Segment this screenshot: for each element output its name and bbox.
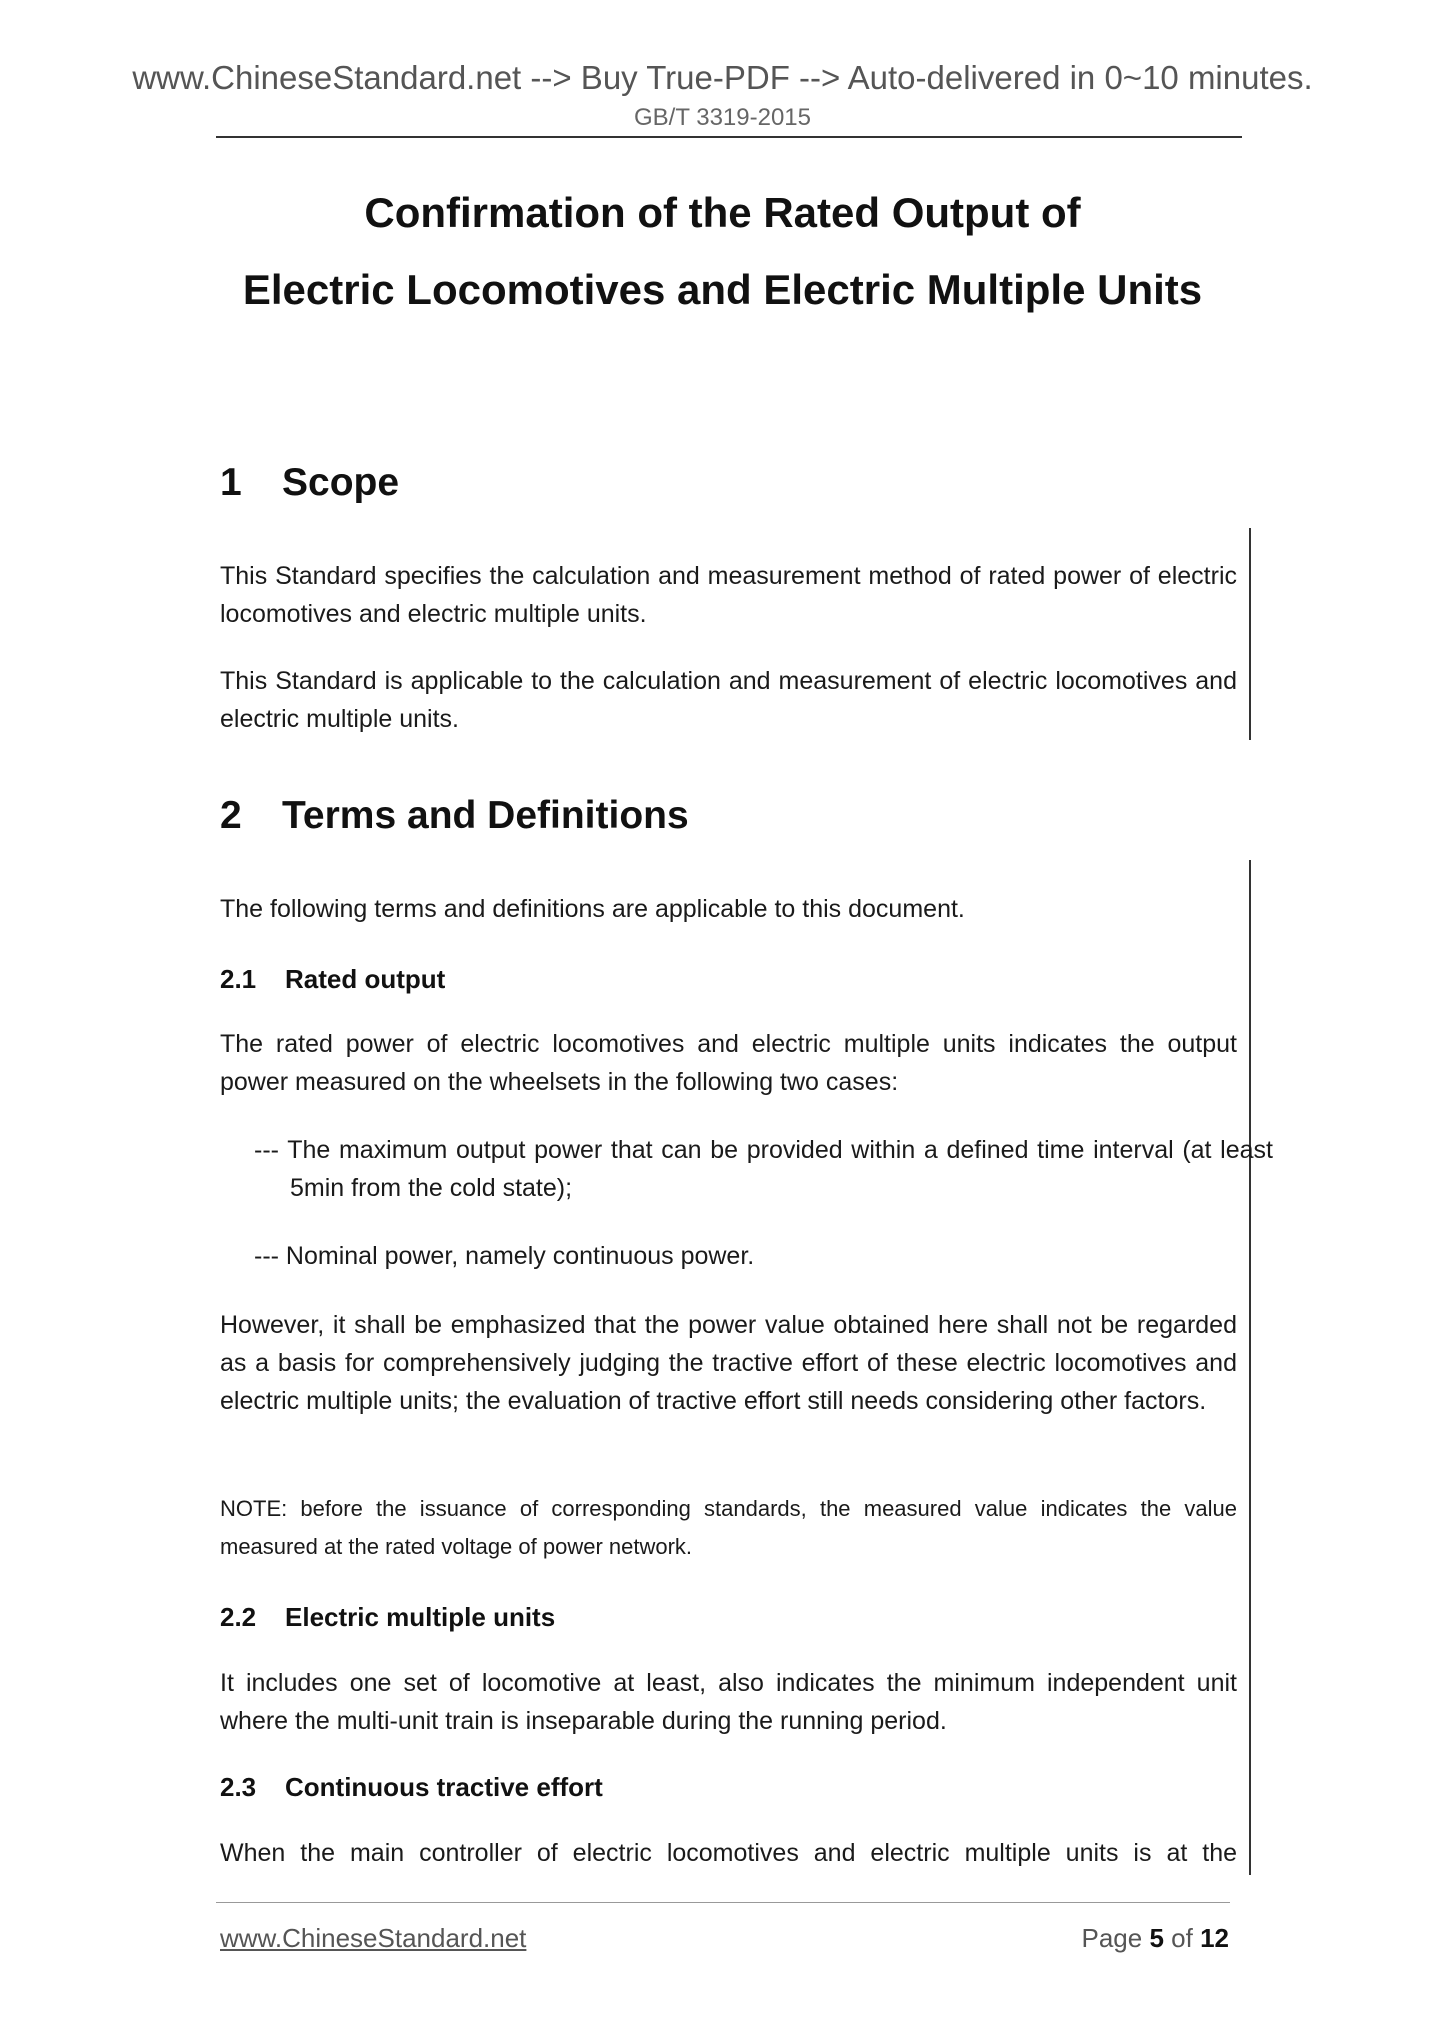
section-number: 1 xyxy=(220,461,242,504)
section-number: 2 xyxy=(220,794,242,837)
rated-output-note: NOTE: before the issuance of corresponding standards, the measured value indicates the value measured at the rated voltage of power network. xyxy=(220,1496,1237,1559)
page-current: 5 xyxy=(1149,1923,1164,1953)
section-heading-scope xyxy=(220,460,399,506)
footer-divider xyxy=(216,1902,1230,1903)
rated-output-list-item-2: --- Nominal power, namely continuous power. xyxy=(254,1242,755,1270)
document-title-line-1: Confirmation of the Rated Output of xyxy=(364,189,1081,236)
subsection-heading-rated-output xyxy=(220,963,445,995)
subsection-heading-emu xyxy=(220,1601,555,1633)
rated-output-list-item-1: --- The maximum output power that can be provided within a defined time interval (at least 5min from the cold state); xyxy=(254,1136,1273,1202)
section-title: Terms and Definitions xyxy=(282,794,689,837)
subsection-number: 2.3 xyxy=(220,1772,257,1802)
subsection-number: 2.2 xyxy=(220,1602,257,1632)
cte-paragraph: When the main controller of electric locomotives and electric multiple units is at the xyxy=(220,1839,1237,1867)
page-of: of xyxy=(1171,1923,1193,1953)
rated-output-paragraph-1: The rated power of electric locomotives and electric multiple units indicates the output power measured on the wheelsets in the following two cases: xyxy=(220,1030,1237,1096)
footer-site-link[interactable]: www.ChineseStandard.net xyxy=(220,1923,527,1953)
rated-output-paragraph-2: However, it shall be emphasized that the power value obtained here shall not be regarded as a basis for comprehensively judging the tractive effort of these electric locomotives and electric multiple units; the evaluation of tractive effort still needs considering other factors. xyxy=(220,1311,1237,1415)
change-bar xyxy=(1249,528,1251,740)
section-heading-terms xyxy=(220,793,689,839)
header-divider xyxy=(216,136,1242,138)
page-prefix: Page xyxy=(1081,1923,1143,1953)
scope-paragraph-1: This Standard specifies the calculation and measurement method of rated power of electric locomotives and electric multiple units. xyxy=(220,562,1237,628)
subsection-number: 2.1 xyxy=(220,964,257,994)
subsection-title: Continuous tractive effort xyxy=(285,1772,603,1802)
section-title: Scope xyxy=(282,461,400,504)
page-total: 12 xyxy=(1200,1923,1229,1953)
terms-intro: The following terms and definitions are applicable to this document. xyxy=(220,895,965,923)
site-banner: www.ChineseStandard.net --> Buy True-PDF --> Auto-delivered in 0~10 minutes. xyxy=(132,59,1313,96)
document-id: GB/T 3319-2015 xyxy=(633,104,811,131)
page-indicator xyxy=(1081,1922,1229,1954)
subsection-heading-continuous-tractive-effort xyxy=(220,1771,603,1803)
change-bar xyxy=(1249,860,1251,1875)
subsection-title: Rated output xyxy=(285,964,446,994)
scope-paragraph-2: This Standard is applicable to the calculation and measurement of electric locomotives and electric multiple units. xyxy=(220,667,1237,733)
document-title-line-2: Electric Locomotives and Electric Multiple Units xyxy=(242,266,1203,313)
emu-paragraph: It includes one set of locomotive at least, also indicates the minimum independent unit where the multi-unit train is inseparable during the running period. xyxy=(220,1669,1237,1735)
subsection-title: Electric multiple units xyxy=(285,1602,556,1632)
